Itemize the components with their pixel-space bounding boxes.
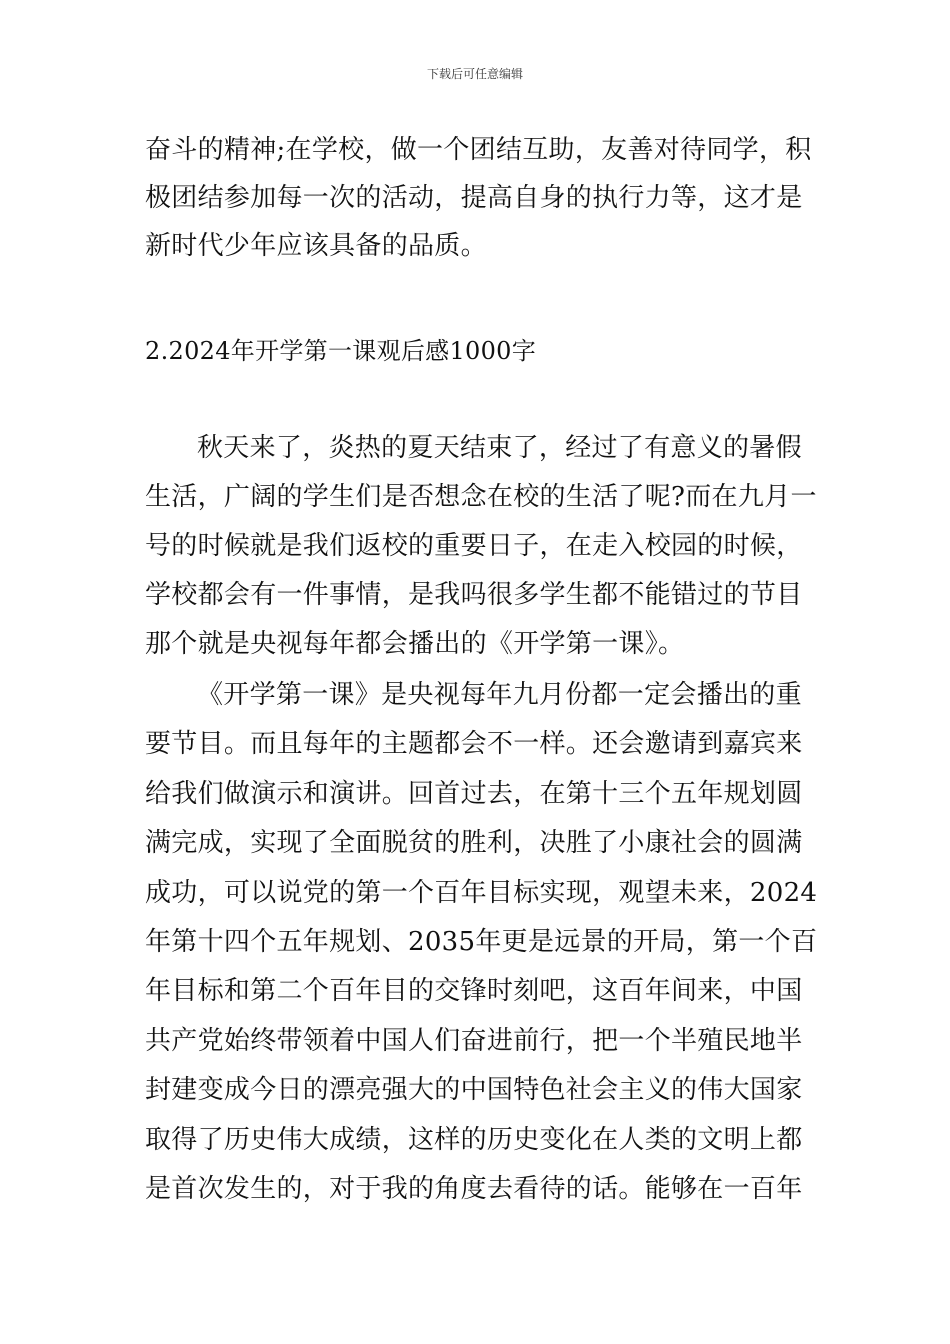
text-line: 新时代少年应该具备的品质。 <box>145 231 487 261</box>
text-line: 学校都会有一件事情，是我吗很多学生都不能错过的节目 <box>145 580 803 610</box>
text-line: 取得了历史伟大成绩，这样的历史变化在人类的文明上都 <box>145 1125 803 1155</box>
text-line: 年目标和第二个百年目的交锋时刻吧，这百年间来，中国 <box>145 976 803 1006</box>
text-line: 要节目。而且每年的主题都会不一样。还会邀请到嘉宾来 <box>145 729 803 759</box>
section-heading: 2.2024年开学第一课观后感1000字 <box>145 337 537 365</box>
text-line: 封建变成今日的漂亮强大的中国特色社会主义的伟大国家 <box>145 1075 803 1105</box>
text-line: 号的时候就是我们返校的重要日子，在走入校园的时候， <box>145 531 803 561</box>
text-line: 是首次发生的，对于我的角度去看待的话。能够在一百年 <box>145 1174 803 1204</box>
text-line: 《开学第一课》是央视每年九月份都一定会播出的重 <box>197 680 802 710</box>
text-line: 给我们做演示和演讲。回首过去，在第十三个五年规划圆 <box>145 779 803 809</box>
text-line: 共产党始终带领着中国人们奋进前行，把一个半殖民地半 <box>145 1026 803 1056</box>
text-line: 满完成，实现了全面脱贫的胜利，决胜了小康社会的圆满 <box>145 828 803 858</box>
text-line: 年第十四个五年规划、2035年更是远景的开局，第一个百 <box>145 927 818 957</box>
text-line: 秋天来了，炎热的夏天结束了，经过了有意义的暑假 <box>197 433 802 463</box>
page-header-note: 下载后可任意编辑 <box>426 67 523 81</box>
text-line: 成功，可以说党的第一个百年目标实现，观望未来，2024 <box>145 878 818 908</box>
text-line: 奋斗的精神;在学校，做一个团结互助，友善对待同学，积 <box>145 135 812 165</box>
text-line: 极团结参加每一次的活动，提高自身的执行力等，这才是 <box>145 183 803 213</box>
text-line: 生活，广阔的学生们是否想念在校的生活了呢?而在九月一 <box>145 482 817 512</box>
text-line: 那个就是央视每年都会播出的《开学第一课》。 <box>145 629 685 659</box>
